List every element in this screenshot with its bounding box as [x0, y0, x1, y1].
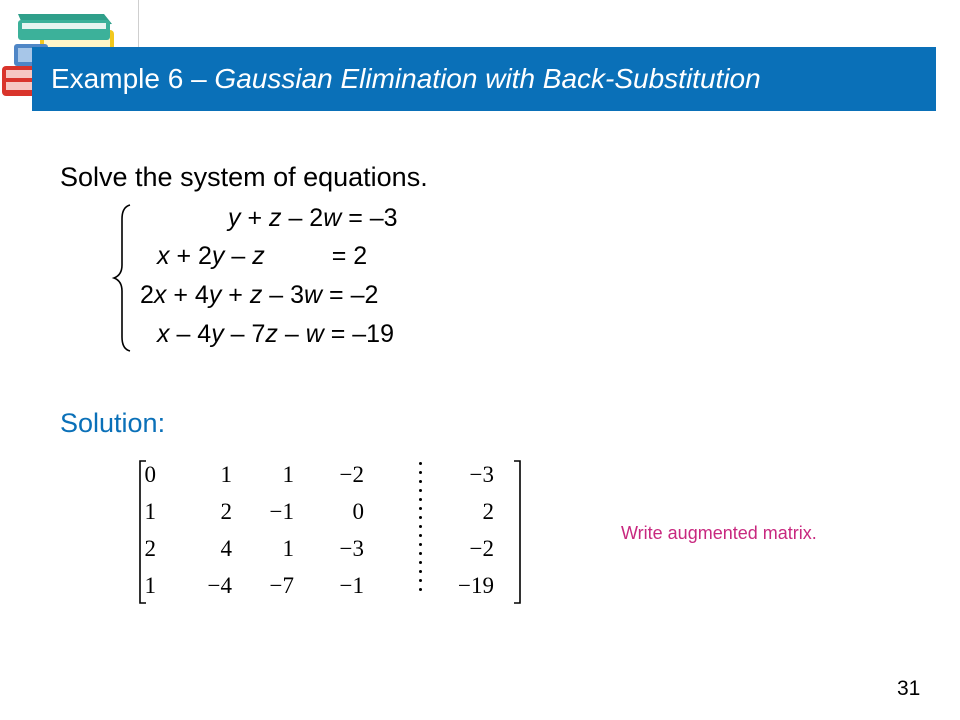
matrix-cell: −3: [469, 462, 494, 487]
matrix-cell: −3: [339, 536, 364, 561]
system-brace-icon: [110, 203, 134, 353]
equation-2: x + 2y – z = 2: [157, 242, 368, 270]
matrix-cell: −7: [269, 573, 294, 598]
matrix-cell: −1: [269, 499, 294, 524]
title-banner: [32, 47, 936, 111]
matrix-cell: 2: [144, 536, 156, 561]
matrix-cell: −4: [207, 573, 232, 598]
title-subject: Gaussian Elimination with Back-Substitution: [214, 63, 761, 94]
matrix-cell: 4: [220, 536, 232, 561]
step-note: Write augmented matrix.: [621, 523, 817, 543]
matrix-cell: 0: [144, 462, 156, 487]
matrix-cell: 1: [282, 462, 294, 487]
matrix-cell: −19: [458, 573, 494, 598]
solution-label: Solution:: [60, 408, 166, 438]
matrix-right-bracket: [512, 460, 522, 604]
matrix-cell: 1: [144, 573, 156, 598]
matrix-cell: 0: [352, 499, 364, 524]
title-prefix: Example 6 –: [51, 63, 207, 94]
page-number: 31: [897, 677, 921, 700]
matrix-cell: −2: [339, 462, 364, 487]
matrix-cell: 2: [220, 499, 232, 524]
matrix-separator: [419, 462, 425, 597]
equation-3: 2x + 4y + z – 3w = –2: [140, 281, 379, 309]
matrix-cell: 2: [482, 499, 494, 524]
matrix-cell: 1: [220, 462, 232, 487]
equation-4: x – 4y – 7z – w = –19: [157, 320, 394, 348]
matrix-cell: −2: [469, 536, 494, 561]
matrix-cell: 1: [144, 499, 156, 524]
equation-1: y + z – 2w = –3: [228, 204, 398, 232]
problem-intro: Solve the system of equations.: [60, 162, 428, 192]
matrix-cell: −1: [339, 573, 364, 598]
header-divider: [138, 0, 139, 50]
augmented-matrix: [138, 460, 524, 604]
matrix-cell: 1: [282, 536, 294, 561]
